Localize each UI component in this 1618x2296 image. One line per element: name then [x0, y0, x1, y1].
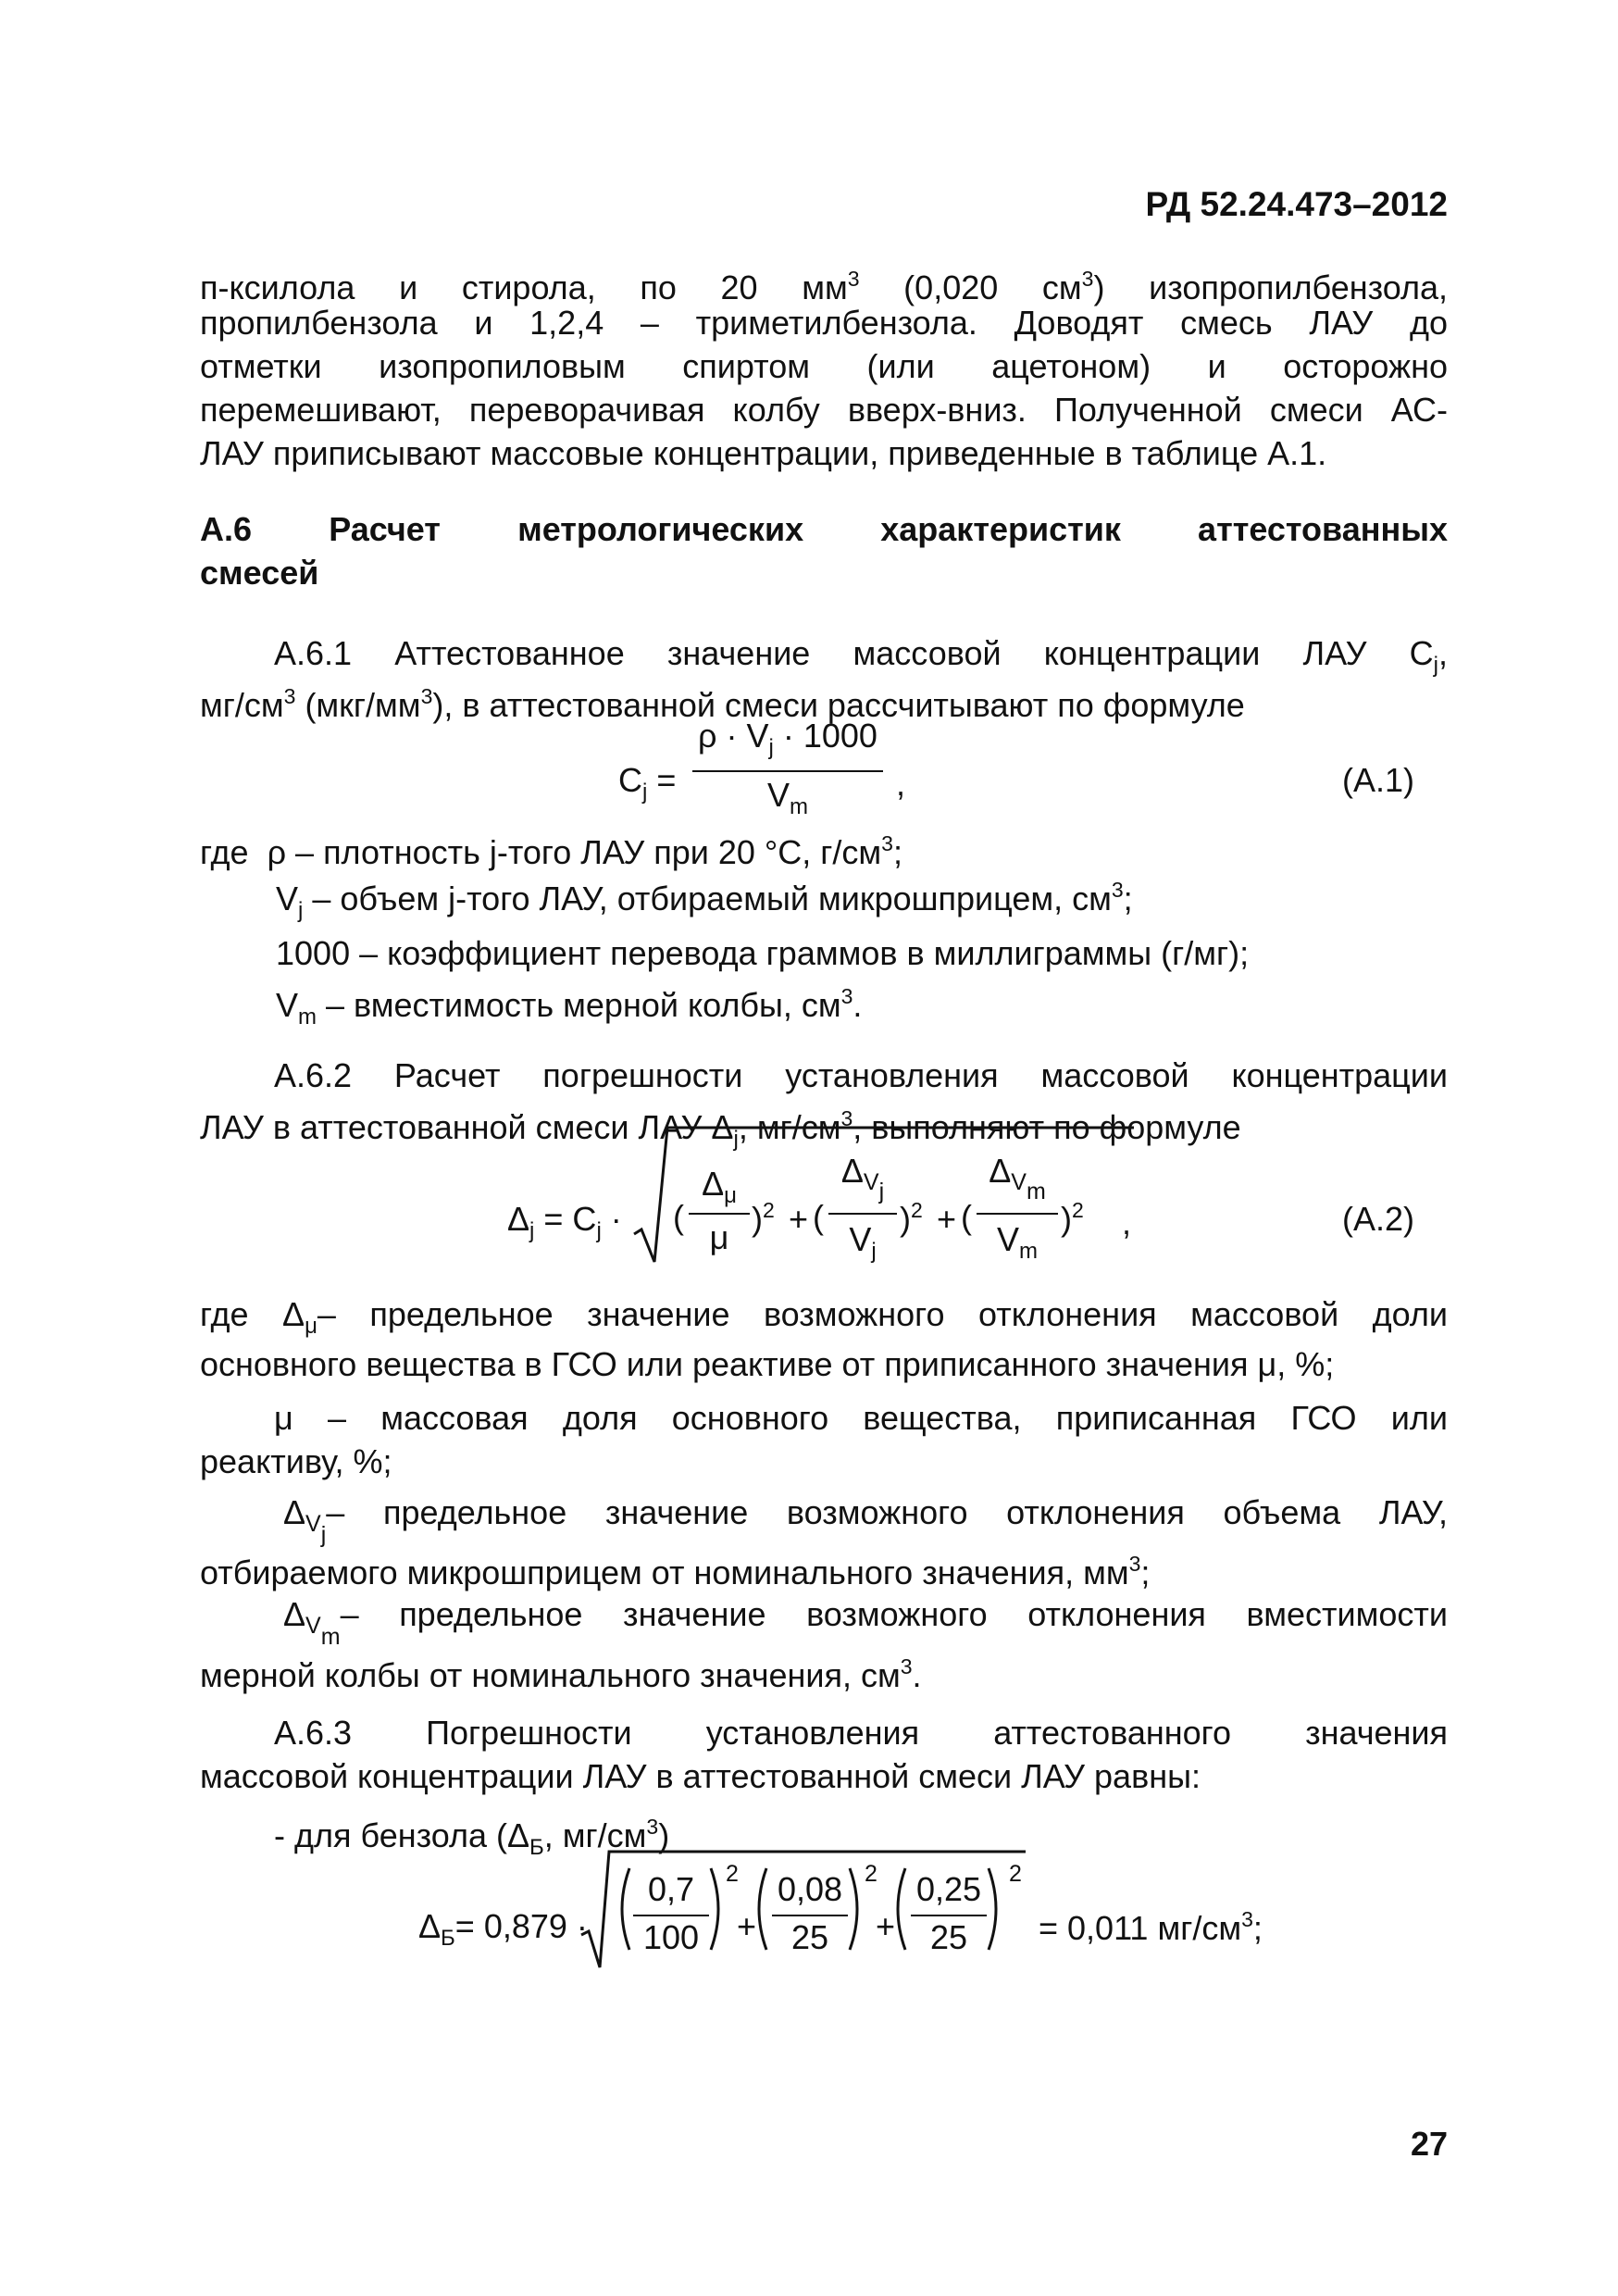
- formula-b-f2-num: 0,08: [777, 1870, 843, 1908]
- formula-a2-term3-den: $V_m$: [996, 1220, 1038, 1264]
- where2-dmu-line-1: где $\Delta_\mu-$ предельное значение возможного отклонения массовой доли: [200, 1295, 1448, 1339]
- formula-a2-plus-1: +: [789, 1200, 809, 1238]
- p663-line-2: массовой концентрации ЛАУ в аттестованной смеси ЛАУ равны:: [200, 1757, 1201, 1795]
- where2-mu-line-1: μ – массовая доля основного вещества, приписанная ГСО или: [274, 1399, 1448, 1437]
- where2-mu-line-2: реактиву, %;: [200, 1442, 392, 1480]
- intro-line-1: п-ксилола и стирола, по 20 $мм^3$ (0,020 $см^3$) изопропилбензола,: [200, 267, 1448, 306]
- formula-b-f3-bar: [911, 1915, 987, 1916]
- formula-a2-term3-bar: [977, 1213, 1058, 1215]
- intro-line-4: перемешивают, переворачивая колбу вверх-вниз. Полученной смеси АС-: [200, 391, 1448, 429]
- intro-line-5: ЛАУ приписывают массовые концентрации, приведенные в таблице А.1.: [200, 434, 1327, 472]
- formula-a2-term2-den: $V_j$: [849, 1220, 877, 1264]
- formula-b-lhs: $\Delta_Б= 0,879$ ·: [418, 1907, 588, 1951]
- formula-a2-close-3: )$^2$: [1061, 1198, 1084, 1238]
- formula-a2-term1-bar: [689, 1213, 750, 1215]
- formula-b-f2-den: 25: [790, 1918, 829, 1956]
- formula-b-f3-den: 25: [929, 1918, 968, 1956]
- formula-b-f1-bar: [633, 1915, 709, 1916]
- where2-dvm-line-1: $\Delta_{Vm}-$ предельное значение возможного отклонения вместимости: [283, 1595, 1448, 1650]
- formula-a2-term1-num: $\Delta_\mu$: [702, 1165, 737, 1208]
- formula-b-f2-square: 2: [865, 1861, 877, 1887]
- formula-a2-term1-den: μ: [709, 1218, 729, 1256]
- section-heading: А.6 Расчет метрологических характеристик аттестованных: [200, 510, 1448, 548]
- where2-dvj-line-2: отбираемого микрошприцем от номинального значения, $мм^3$;: [200, 1552, 1151, 1591]
- document-id: РД 52.24.473–2012: [1145, 185, 1448, 223]
- formula-a2-open-3: (: [961, 1198, 972, 1236]
- formula-a2-comma: ,: [1122, 1204, 1132, 1242]
- formula-a2-open-2: (: [813, 1198, 824, 1236]
- where1-rho: где ρ – плотность j-того ЛАУ при 20 °С, $г/см^3$;: [200, 831, 902, 871]
- formula-a2-open-1: (: [673, 1198, 684, 1236]
- formula-a1-fraction-bar: [692, 770, 883, 772]
- formula-a2-plus-2: +: [937, 1200, 957, 1238]
- intro-line-3: отметки изопропиловым спиртом (или ацетоном) и осторожно: [200, 347, 1448, 385]
- formula-b-plus-2: +: [876, 1907, 896, 1945]
- formula-b-result: = 0,011 $мг/см^3$;: [1039, 1907, 1263, 1947]
- formula-b-f1-den: 100: [642, 1918, 700, 1956]
- where1-vj: $V_j$ – объем j-того ЛАУ, отбираемый микрошприцем, $см^3$;: [276, 878, 1133, 923]
- formula-a2-close-1: )$^2$: [752, 1198, 775, 1238]
- where2-dvm-line-2: мерной колбы от номинального значения, $см^3$.: [200, 1654, 922, 1694]
- p663-line-1: А.6.3 Погрешности установления аттестованного значения: [274, 1714, 1448, 1752]
- formula-a2-close-2: )$^2$: [900, 1198, 923, 1238]
- intro-line-2: пропилбензола и 1,2,4 – триметилбензола. Доводят смесь ЛАУ до: [200, 304, 1448, 342]
- formula-b-f2-bar: [772, 1915, 848, 1916]
- p662-line-1: А.6.2 Расчет погрешности установления массовой концентрации: [274, 1056, 1448, 1094]
- where1-vm: $V_m$ – вместимость мерной колбы, $см^3$.: [276, 984, 863, 1029]
- page-number: 27: [1410, 2125, 1448, 2163]
- formula-b-f1-num: 0,7: [647, 1870, 695, 1908]
- formula-a1-lhs: $C_j$ =: [618, 761, 677, 805]
- formula-a2-term2-num: $\Delta_{Vj}$: [840, 1152, 885, 1204]
- section-heading-line-2: смесей: [200, 554, 319, 592]
- formula-b-f3-square: 2: [1009, 1861, 1022, 1887]
- p663-line-3: - для бензола ($\Delta_Б$, $мг/см^3$): [274, 1815, 670, 1860]
- p661-line-1: А.6.1 Аттестованное значение массовой концентрации ЛАУ $С_j$,: [274, 634, 1448, 678]
- formula-a2-label: (А.2): [1342, 1200, 1415, 1238]
- formula-b-f3-num: 0,25: [915, 1870, 982, 1908]
- formula-b-plus-1: +: [737, 1907, 757, 1945]
- formula-a1-denominator: $V_m$: [766, 776, 808, 819]
- formula-a1-numerator: $\rho \cdot V_j \cdot 1000$: [698, 717, 877, 760]
- p662-line-2: ЛАУ в аттестованной смеси ЛАУ $\Delta_j$, $мг/см^3$, выполняют по формуле: [200, 1106, 1241, 1152]
- where2-dmu-line-2: основного вещества в ГСО или реактиве от приписанного значения μ, %;: [200, 1345, 1335, 1383]
- formula-b-f1-square: 2: [726, 1861, 739, 1887]
- formula-a1-comma: ,: [896, 765, 906, 803]
- where1-coefficient: 1000 – коэффициент перевода граммов в миллиграммы (г/мг);: [276, 934, 1250, 972]
- formula-a1-label: (А.1): [1342, 761, 1415, 799]
- where2-dvj-line-1: $\Delta_{Vj}-$ предельное значение возможного отклонения объема ЛАУ,: [283, 1493, 1448, 1548]
- p661-line-2: $мг/см^3$ $(мкг/мм^3)$, в аттестованной смеси рассчитывают по формуле: [200, 684, 1245, 724]
- formula-a2-lhs: $\Delta_j = C_j$ ·: [507, 1200, 622, 1243]
- formula-a2-term2-bar: [828, 1213, 897, 1215]
- formula-a2-term3-num: $\Delta_{Vm}$: [989, 1152, 1046, 1204]
